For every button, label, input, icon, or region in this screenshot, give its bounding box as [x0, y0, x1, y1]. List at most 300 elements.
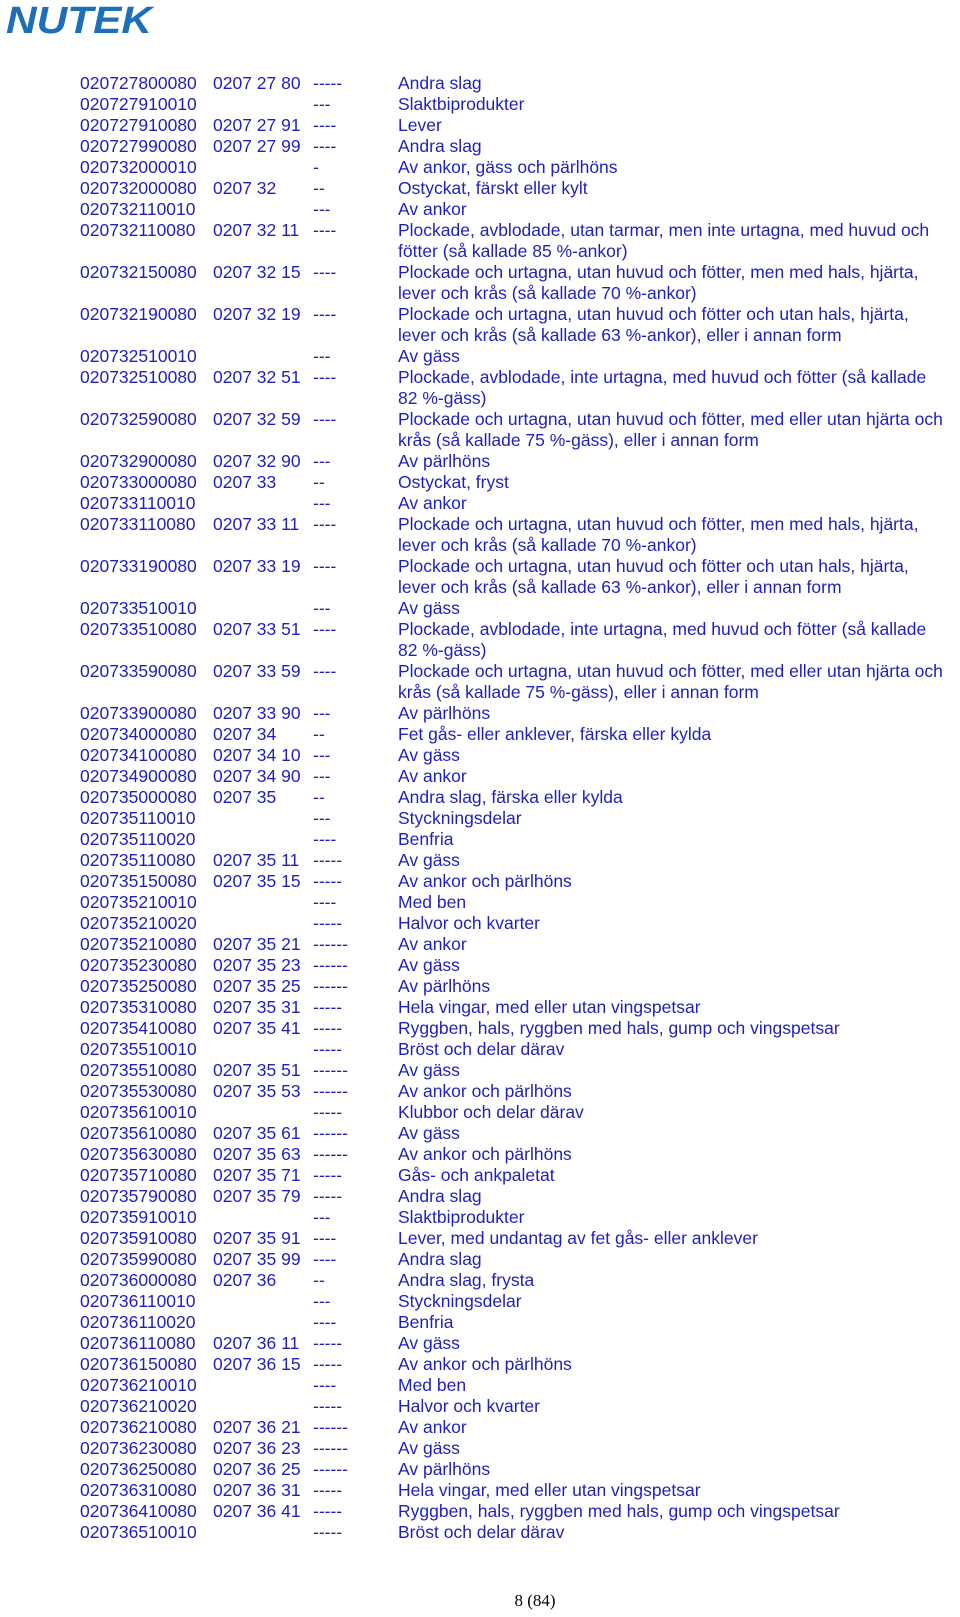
- row-level-dashes: ------: [313, 1060, 348, 1080]
- table-row: [80, 766, 950, 787]
- row-level-dashes: ------: [313, 1123, 348, 1143]
- row-description: Med ben: [398, 892, 467, 912]
- row-kn-code: [213, 94, 313, 115]
- row-code: 020732150080: [80, 262, 197, 282]
- row-kn-code: [213, 829, 313, 850]
- row-code: 020733900080: [80, 703, 197, 723]
- row-code: 020735910010: [80, 1207, 197, 1227]
- row-level-dashes: ---: [313, 346, 331, 366]
- table-row: [80, 304, 950, 346]
- table-row: [80, 892, 950, 913]
- row-code: 020732000010: [80, 157, 197, 177]
- row-level-dashes: ------: [313, 976, 348, 996]
- row-code: 020735530080: [80, 1081, 197, 1101]
- table-row: [80, 703, 950, 724]
- page-number: 8 (84): [514, 1591, 556, 1610]
- row-level-dashes: ------: [313, 1081, 348, 1101]
- row-kn-code: [213, 892, 313, 913]
- row-code: 020735990080: [80, 1249, 197, 1269]
- table-row: [80, 367, 950, 409]
- row-kn-code: [213, 1102, 313, 1123]
- row-description: Av gäss: [398, 1123, 460, 1143]
- table-row: [80, 1018, 950, 1039]
- table-row: [80, 1396, 950, 1417]
- row-description: Bröst och delar därav: [398, 1039, 565, 1059]
- row-level-dashes: ----: [313, 1312, 337, 1332]
- row-description: Av gäss: [398, 955, 460, 975]
- row-code: 020735210020: [80, 913, 197, 933]
- table-row: [80, 598, 950, 619]
- table-row: [80, 619, 950, 661]
- table-row: [80, 1144, 950, 1165]
- row-description: Styckningsdelar: [398, 808, 522, 828]
- row-description: Av ankor: [398, 1417, 467, 1437]
- table-row: [80, 220, 950, 262]
- row-kn-code: 0207 34 90: [213, 766, 301, 786]
- row-level-dashes: -----: [313, 871, 343, 891]
- row-kn-code: [213, 1312, 313, 1333]
- table-row: [80, 262, 950, 304]
- row-kn-code: [213, 1375, 313, 1396]
- row-code: 020734900080: [80, 766, 197, 786]
- row-description: Hela vingar, med eller utan vingspetsar: [398, 997, 701, 1017]
- row-level-dashes: -----: [313, 1039, 343, 1059]
- row-kn-code: 0207 36 31: [213, 1480, 301, 1500]
- row-level-dashes: ------: [313, 1459, 348, 1479]
- row-kn-code: 0207 33 59: [213, 661, 301, 681]
- row-description: Plockade, avblodade, utan tarmar, men inte urtagna, med huvud och fötter (så kallade 85 %-ankor): [398, 220, 930, 261]
- row-description: Ryggben, hals, ryggben med hals, gump och vingspetsar: [398, 1501, 840, 1521]
- row-level-dashes: --: [313, 472, 325, 492]
- row-code: 020735110010: [80, 808, 196, 828]
- row-description: Av ankor och pärlhöns: [398, 1081, 572, 1101]
- table-row: [80, 1207, 950, 1228]
- table-row: [80, 745, 950, 766]
- row-description: Andra slag, frysta: [398, 1270, 535, 1290]
- tariff-code-table: [80, 73, 950, 1543]
- row-description: Av ankor och pärlhöns: [398, 1354, 572, 1374]
- row-kn-code: 0207 36 23: [213, 1438, 301, 1458]
- row-code: 020735610080: [80, 1123, 197, 1143]
- row-description: Andra slag: [398, 73, 482, 93]
- row-kn-code: 0207 35 41: [213, 1018, 301, 1038]
- row-description: Gås- och ankpaletat: [398, 1165, 555, 1185]
- row-kn-code: 0207 35 23: [213, 955, 301, 975]
- row-level-dashes: ------: [313, 1417, 348, 1437]
- row-kn-code: 0207 35 79: [213, 1186, 301, 1206]
- table-row: [80, 1333, 950, 1354]
- row-kn-code: 0207 35 21: [213, 934, 301, 954]
- nutek-logo: [6, 2, 156, 38]
- row-code: 020736110080: [80, 1333, 196, 1353]
- row-code: 020727910080: [80, 115, 197, 135]
- table-row: [80, 115, 950, 136]
- row-level-dashes: -----: [313, 73, 343, 93]
- row-kn-code: 0207 27 80: [213, 73, 301, 93]
- row-kn-code: 0207 32 15: [213, 262, 301, 282]
- row-code: 020727800080: [80, 73, 197, 93]
- row-code: 020736110010: [80, 1291, 196, 1311]
- row-code: 020736210020: [80, 1396, 197, 1416]
- row-level-dashes: --: [313, 178, 325, 198]
- row-level-dashes: --: [313, 1270, 325, 1290]
- row-description: Lever: [398, 115, 442, 135]
- row-kn-code: 0207 32: [213, 178, 277, 198]
- row-code: 020736210010: [80, 1375, 197, 1395]
- table-row: [80, 472, 950, 493]
- row-code: 020736210080: [80, 1417, 197, 1437]
- row-level-dashes: -----: [313, 1501, 343, 1521]
- table-row: [80, 850, 950, 871]
- table-row: [80, 1102, 950, 1123]
- row-level-dashes: -----: [313, 913, 343, 933]
- row-description: Halvor och kvarter: [398, 913, 540, 933]
- row-kn-code: [213, 346, 313, 367]
- row-code: 020735210080: [80, 934, 197, 954]
- row-level-dashes: ----: [313, 136, 337, 156]
- table-row: [80, 157, 950, 178]
- table-row: [80, 493, 950, 514]
- row-description: Benfria: [398, 829, 454, 849]
- row-level-dashes: ------: [313, 934, 348, 954]
- row-description: Av gäss: [398, 1333, 460, 1353]
- row-code: 020732110080: [80, 220, 196, 240]
- row-kn-code: 0207 35 25: [213, 976, 301, 996]
- row-level-dashes: ---: [313, 598, 331, 618]
- table-row: [80, 514, 950, 556]
- row-level-dashes: ----: [313, 1249, 337, 1269]
- row-code: 020735710080: [80, 1165, 197, 1185]
- row-code: 020736110020: [80, 1312, 196, 1332]
- row-kn-code: [213, 1291, 313, 1312]
- row-description: Av gäss: [398, 1438, 460, 1458]
- row-description: Med ben: [398, 1375, 467, 1395]
- table-row: [80, 1249, 950, 1270]
- row-level-dashes: ------: [313, 1438, 348, 1458]
- row-kn-code: 0207 32 90: [213, 451, 301, 471]
- row-kn-code: 0207 35 15: [213, 871, 301, 891]
- row-code: 020735410080: [80, 1018, 197, 1038]
- row-description: Fet gås- eller anklever, färska eller kylda: [398, 724, 712, 744]
- row-level-dashes: ----: [313, 514, 337, 534]
- table-row: [80, 136, 950, 157]
- row-code: 020733510080: [80, 619, 197, 639]
- table-row: [80, 1459, 950, 1480]
- row-code: 020735230080: [80, 955, 197, 975]
- row-code: 020735510010: [80, 1039, 197, 1059]
- row-kn-code: 0207 36: [213, 1270, 277, 1290]
- table-row: [80, 1375, 950, 1396]
- row-kn-code: [213, 1396, 313, 1417]
- row-description: Ostyckat, fryst: [398, 472, 509, 492]
- table-row: [80, 1123, 950, 1144]
- row-level-dashes: -----: [313, 1018, 343, 1038]
- row-level-dashes: ----: [313, 619, 337, 639]
- table-row: [80, 409, 950, 451]
- row-level-dashes: ---: [313, 745, 331, 765]
- row-code: 020735790080: [80, 1186, 197, 1206]
- row-level-dashes: ----: [313, 367, 337, 387]
- row-description: Av pärlhöns: [398, 703, 491, 723]
- row-kn-code: [213, 1039, 313, 1060]
- row-description: Andra slag: [398, 1186, 482, 1206]
- table-row: [80, 1165, 950, 1186]
- row-level-dashes: ----: [313, 661, 337, 681]
- row-kn-code: 0207 34 10: [213, 745, 301, 765]
- table-row: [80, 1039, 950, 1060]
- row-description: Av gäss: [398, 598, 460, 618]
- table-row: [80, 871, 950, 892]
- table-row: [80, 199, 950, 220]
- table-row: [80, 1438, 950, 1459]
- row-level-dashes: ---: [313, 766, 331, 786]
- row-code: 020733000080: [80, 472, 197, 492]
- table-row: [80, 661, 950, 703]
- row-kn-code: 0207 36 41: [213, 1501, 301, 1521]
- table-row: [80, 1228, 950, 1249]
- row-code: 020735000080: [80, 787, 197, 807]
- row-kn-code: 0207 35 99: [213, 1249, 301, 1269]
- row-kn-code: 0207 35 63: [213, 1144, 301, 1164]
- row-code: 020736150080: [80, 1354, 197, 1374]
- row-description: Av gäss: [398, 850, 460, 870]
- table-row: [80, 1417, 950, 1438]
- row-kn-code: [213, 199, 313, 220]
- row-level-dashes: ----: [313, 262, 337, 282]
- row-description: Av ankor: [398, 934, 467, 954]
- row-code: 020732110010: [80, 199, 196, 219]
- row-level-dashes: -----: [313, 1396, 343, 1416]
- row-description: Andra slag: [398, 136, 482, 156]
- row-code: 020733110080: [80, 514, 196, 534]
- row-level-dashes: -: [313, 157, 319, 177]
- row-level-dashes: ---: [313, 94, 331, 114]
- row-code: 020732190080: [80, 304, 197, 324]
- row-kn-code: 0207 35 51: [213, 1060, 301, 1080]
- row-level-dashes: -----: [313, 1102, 343, 1122]
- row-description: Av gäss: [398, 745, 460, 765]
- table-row: [80, 73, 950, 94]
- row-code: 020736310080: [80, 1480, 197, 1500]
- row-level-dashes: ----: [313, 556, 337, 576]
- row-description: Slaktbiprodukter: [398, 94, 525, 114]
- row-level-dashes: ----: [313, 220, 337, 240]
- row-description: Plockade och urtagna, utan huvud och fötter, med eller utan hjärta och krås (så kallade 75 %-gäss), eller i annan form: [398, 661, 943, 702]
- row-code: 020735110020: [80, 829, 196, 849]
- row-code: 020735630080: [80, 1144, 197, 1164]
- row-code: 020735310080: [80, 997, 197, 1017]
- row-kn-code: 0207 36 25: [213, 1459, 301, 1479]
- row-description: Ostyckat, färskt eller kylt: [398, 178, 588, 198]
- row-code: 020727910010: [80, 94, 197, 114]
- table-row: [80, 1522, 950, 1543]
- row-code: 020736250080: [80, 1459, 197, 1479]
- row-code: 020727990080: [80, 136, 197, 156]
- row-code: 020732510010: [80, 346, 197, 366]
- row-description: Hela vingar, med eller utan vingspetsar: [398, 1480, 701, 1500]
- row-kn-code: 0207 35 31: [213, 997, 301, 1017]
- table-row: [80, 1270, 950, 1291]
- row-code: 020735510080: [80, 1060, 197, 1080]
- row-kn-code: [213, 157, 313, 178]
- row-level-dashes: ------: [313, 1144, 348, 1164]
- row-kn-code: 0207 34: [213, 724, 277, 744]
- table-row: [80, 556, 950, 598]
- row-level-dashes: ---: [313, 1291, 331, 1311]
- row-description: Klubbor och delar därav: [398, 1102, 584, 1122]
- row-description: Plockade, avblodade, inte urtagna, med huvud och fötter (så kallade 82 %-gäss): [398, 619, 927, 660]
- row-description: Andra slag, färska eller kylda: [398, 787, 623, 807]
- row-level-dashes: ----: [313, 829, 337, 849]
- row-kn-code: 0207 33 19: [213, 556, 301, 576]
- table-row: [80, 94, 950, 115]
- row-kn-code: 0207 32 59: [213, 409, 301, 429]
- row-description: Av ankor: [398, 766, 467, 786]
- row-level-dashes: ------: [313, 955, 348, 975]
- table-row: [80, 1354, 950, 1375]
- row-level-dashes: ----: [313, 1228, 337, 1248]
- table-row: [80, 1480, 950, 1501]
- row-kn-code: 0207 27 91: [213, 115, 301, 135]
- row-kn-code: 0207 35 71: [213, 1165, 301, 1185]
- table-row: [80, 1312, 950, 1333]
- row-level-dashes: ---: [313, 199, 331, 219]
- row-kn-code: 0207 32 51: [213, 367, 301, 387]
- row-level-dashes: --: [313, 724, 325, 744]
- row-level-dashes: ---: [313, 1207, 331, 1227]
- row-description: Benfria: [398, 1312, 454, 1332]
- row-description: Av ankor, gäss och pärlhöns: [398, 157, 618, 177]
- row-code: 020733190080: [80, 556, 197, 576]
- row-level-dashes: -----: [313, 997, 343, 1017]
- row-kn-code: [213, 1207, 313, 1228]
- row-description: Styckningsdelar: [398, 1291, 522, 1311]
- table-row: [80, 346, 950, 367]
- row-description: Av pärlhöns: [398, 976, 491, 996]
- table-row: [80, 1501, 950, 1522]
- row-level-dashes: ---: [313, 451, 331, 471]
- row-kn-code: [213, 1522, 313, 1543]
- row-code: 020735110080: [80, 850, 196, 870]
- row-level-dashes: -----: [313, 1522, 343, 1542]
- row-description: Av ankor: [398, 493, 467, 513]
- row-kn-code: 0207 33: [213, 472, 277, 492]
- row-level-dashes: -----: [313, 850, 343, 870]
- row-description: Ryggben, hals, ryggben med hals, gump och vingspetsar: [398, 1018, 840, 1038]
- row-level-dashes: --: [313, 787, 325, 807]
- table-row: [80, 829, 950, 850]
- table-row: [80, 1060, 950, 1081]
- row-level-dashes: -----: [313, 1165, 343, 1185]
- table-row: [80, 724, 950, 745]
- row-kn-code: [213, 808, 313, 829]
- row-code: 020733110010: [80, 493, 196, 513]
- row-code: 020735210010: [80, 892, 197, 912]
- row-description: Av pärlhöns: [398, 451, 491, 471]
- row-description: Plockade och urtagna, utan huvud och fötter, men med hals, hjärta, lever och krås (så kallade 70 %-ankor): [398, 514, 919, 555]
- row-description: Av gäss: [398, 1060, 460, 1080]
- row-kn-code: [213, 913, 313, 934]
- table-row: [80, 976, 950, 997]
- row-level-dashes: ----: [313, 892, 337, 912]
- row-kn-code: 0207 33 51: [213, 619, 301, 639]
- row-description: Plockade och urtagna, utan huvud och fötter och utan hals, hjärta, lever och krås (så kallade 63 %-ankor), eller i annan form: [398, 304, 909, 345]
- table-row: [80, 808, 950, 829]
- row-kn-code: [213, 493, 313, 514]
- row-description: Plockade och urtagna, utan huvud och fötter och utan hals, hjärta, lever och krås (så kallade 63 %-ankor), eller i annan form: [398, 556, 909, 597]
- table-row: [80, 178, 950, 199]
- row-description: Andra slag: [398, 1249, 482, 1269]
- row-kn-code: [213, 598, 313, 619]
- table-row: [80, 934, 950, 955]
- row-code: 020736410080: [80, 1501, 197, 1521]
- row-code: 020732510080: [80, 367, 197, 387]
- row-description: Av ankor och pärlhöns: [398, 1144, 572, 1164]
- row-kn-code: 0207 33 90: [213, 703, 301, 723]
- row-description: Av gäss: [398, 346, 460, 366]
- row-code: 020732000080: [80, 178, 197, 198]
- row-kn-code: 0207 32 19: [213, 304, 301, 324]
- table-row: [80, 787, 950, 808]
- row-level-dashes: -----: [313, 1354, 343, 1374]
- row-code: 020734000080: [80, 724, 197, 744]
- row-kn-code: 0207 36 21: [213, 1417, 301, 1437]
- row-kn-code: 0207 36 15: [213, 1354, 301, 1374]
- row-level-dashes: ---: [313, 808, 331, 828]
- row-level-dashes: -----: [313, 1186, 343, 1206]
- row-kn-code: 0207 35 61: [213, 1123, 301, 1143]
- row-description: Lever, med undantag av fet gås- eller anklever: [398, 1228, 758, 1248]
- row-description: Av pärlhöns: [398, 1459, 491, 1479]
- row-code: 020732900080: [80, 451, 197, 471]
- row-level-dashes: ----: [313, 409, 337, 429]
- row-level-dashes: ----: [313, 304, 337, 324]
- table-row: [80, 997, 950, 1018]
- row-kn-code: 0207 35 53: [213, 1081, 301, 1101]
- row-code: 020735250080: [80, 976, 197, 996]
- svg-text:NUTEK: NUTEK: [6, 2, 155, 38]
- row-code: 020736230080: [80, 1438, 197, 1458]
- table-row: [80, 1186, 950, 1207]
- row-kn-code: 0207 33 11: [213, 514, 300, 534]
- row-code: 020733510010: [80, 598, 197, 618]
- row-level-dashes: ---: [313, 493, 331, 513]
- row-level-dashes: -----: [313, 1333, 343, 1353]
- table-row: [80, 955, 950, 976]
- row-level-dashes: ---: [313, 703, 331, 723]
- row-kn-code: 0207 27 99: [213, 136, 301, 156]
- row-kn-code: 0207 35 11: [213, 850, 300, 870]
- table-row: [80, 451, 950, 472]
- table-row: [80, 1081, 950, 1102]
- row-description: Av ankor och pärlhöns: [398, 871, 572, 891]
- row-code: 020736510010: [80, 1522, 197, 1542]
- row-description: Halvor och kvarter: [398, 1396, 540, 1416]
- row-description: Plockade och urtagna, utan huvud och fötter, med eller utan hjärta och krås (så kallade 75 %-gäss), eller i annan form: [398, 409, 943, 450]
- row-description: Slaktbiprodukter: [398, 1207, 525, 1227]
- row-code: 020736000080: [80, 1270, 197, 1290]
- row-code: 020735150080: [80, 871, 197, 891]
- row-kn-code: 0207 35 91: [213, 1228, 301, 1248]
- row-code: 020733590080: [80, 661, 197, 681]
- row-description: Av ankor: [398, 199, 467, 219]
- row-level-dashes: -----: [313, 1480, 343, 1500]
- table-row: [80, 1291, 950, 1312]
- row-kn-code: 0207 35: [213, 787, 277, 807]
- row-kn-code: 0207 36 11: [213, 1333, 300, 1353]
- row-description: Bröst och delar därav: [398, 1522, 565, 1542]
- row-level-dashes: ----: [313, 115, 337, 135]
